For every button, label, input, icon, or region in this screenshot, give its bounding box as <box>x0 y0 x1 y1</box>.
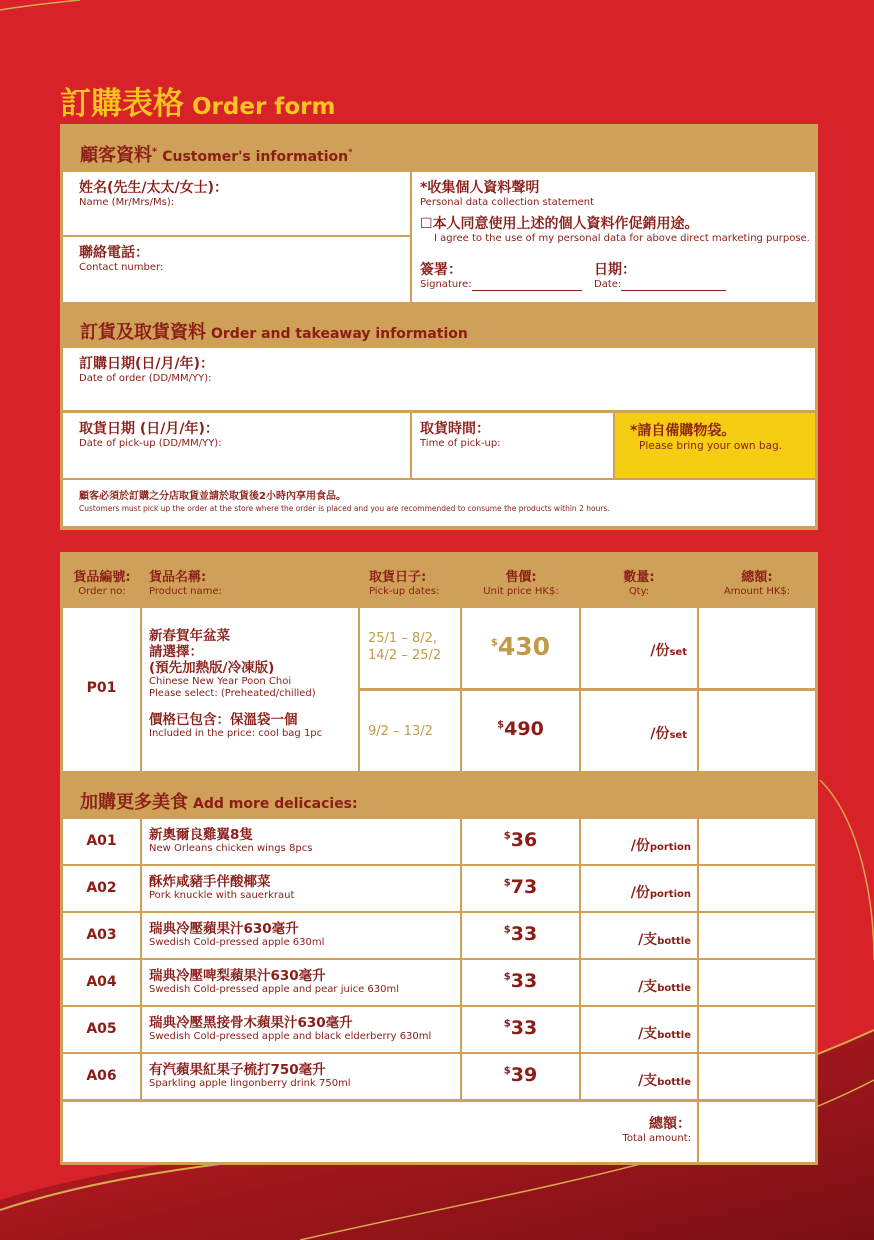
addon-row-amount[interactable] <box>699 1054 815 1099</box>
addon-row-qty[interactable]: /份portion <box>581 866 697 911</box>
p01-option2-dates: 9/2 – 13/2 <box>360 691 460 771</box>
p01-code-cell: P01 <box>63 608 140 771</box>
privacy-cell: *收集個人資料聲明 Personal data collection statement ☐本人同意使用上述的個人資料作促銷用途。 I agree to the use of my personal data for above direct marketing purpose. 簽署： Signature: 日期： Date: <box>412 172 815 302</box>
addon-row-qty[interactable]: /份portion <box>581 819 697 864</box>
phone-field[interactable]: 聯絡電話： Contact number: <box>63 237 410 302</box>
addon-row-code: A02 <box>63 866 140 911</box>
bring-bag-notice: *請自備購物袋。 Please bring your own bag. <box>615 413 815 478</box>
p01-name-cell: 新春賀年盆菜 請選擇： (預先加熱版/冷凍版) Chinese New Year Poon Choi Please select: (Preheated/chilled) 價格已包含：保溫袋一個 Included in the price: cool bag 1pc <box>142 608 358 771</box>
p01-option2-amount[interactable] <box>699 691 815 771</box>
addon-row-name: 酥炸咸豬手伴酸椰菜 Pork knuckle with sauerkraut <box>142 866 460 911</box>
p01-option1-qty[interactable]: /份set <box>581 608 697 688</box>
privacy-title: *收集個人資料聲明 <box>420 180 540 196</box>
products-panel <box>60 552 818 1165</box>
order-info-section-header: 訂貨及取貨資料 Order and takeaway information <box>80 322 468 343</box>
header-amount: 總額: Amount HK$: <box>723 570 791 597</box>
addon-row-name: 瑞典冷壓黑接骨木蘋果汁630毫升 Swedish Cold-pressed apple and black elderberry 630ml <box>142 1007 460 1052</box>
consent-text: 本人同意使用上述的個人資料作促銷用途。 <box>432 216 699 232</box>
addon-row-price: $36 <box>462 819 579 864</box>
addon-row-code: A03 <box>63 913 140 958</box>
pickup-date-field[interactable]: 取貨日期 (日/月/年)： Date of pick-up (DD/MM/YY): <box>63 413 410 478</box>
phone-label: 聯絡電話： <box>79 245 149 261</box>
customer-order-panel <box>60 124 818 530</box>
addon-row-amount[interactable] <box>699 866 815 911</box>
addon-row-code: A01 <box>63 819 140 864</box>
addons-section-header: 加購更多美食 Add more delicacies: <box>80 792 358 813</box>
header-order-no: 貨品編號: Order no: <box>73 570 131 597</box>
customer-section-header: 顧客資料* Customer's information* <box>80 145 353 166</box>
p01-option1-dates: 25/1 – 8/2, 14/2 – 25/2 <box>360 608 460 688</box>
addon-row-amount[interactable] <box>699 913 815 958</box>
p01-option2-price: $490 <box>462 691 579 771</box>
p01-option2-qty[interactable]: /份set <box>581 691 697 771</box>
addon-row-price: $39 <box>462 1054 579 1099</box>
addon-row-qty[interactable]: /支bottle <box>581 1054 697 1099</box>
addon-row-name: 瑞典冷壓蘋果汁630毫升 Swedish Cold-pressed apple 630ml <box>142 913 460 958</box>
addon-row-code: A05 <box>63 1007 140 1052</box>
signature-field[interactable]: 簽署： Signature: <box>420 262 582 291</box>
addon-row-name: 新奧爾良雞翼8隻 New Orleans chicken wings 8pcs <box>142 819 460 864</box>
addon-row-name: 有汽蘋果紅果子梳打750毫升 Sparkling apple lingonberry drink 750ml <box>142 1054 460 1099</box>
header-pickup-dates: 取貨日子: Pick-up dates: <box>369 570 440 597</box>
date-field[interactable]: 日期： Date: <box>594 262 726 291</box>
name-label: 姓名(先生/太太/女士)： <box>79 180 229 196</box>
addon-row-qty[interactable]: /支bottle <box>581 960 697 1005</box>
addon-row-amount[interactable] <box>699 960 815 1005</box>
p01-option1-price: $430 <box>462 608 579 688</box>
addon-row-amount[interactable] <box>699 1007 815 1052</box>
addon-row-price: $33 <box>462 960 579 1005</box>
addon-row-price: $73 <box>462 866 579 911</box>
header-qty: 數量: Qty: <box>623 570 655 597</box>
addon-row-code: A04 <box>63 960 140 1005</box>
addon-row-qty[interactable]: /支bottle <box>581 1007 697 1052</box>
addon-row-name: 瑞典冷壓啤梨蘋果汁630毫升 Swedish Cold-pressed apple and pear juice 630ml <box>142 960 460 1005</box>
header-product-name: 貨品名稱: Product name: <box>149 570 222 597</box>
p01-option1-amount[interactable] <box>699 608 815 688</box>
pickup-note: 顧客必須於訂購之分店取貨並請於取貨後2小時內享用食品。 Customers must pick up the order at the store where the order is placed and you are recommended to consume the products within 2 hours. <box>63 480 815 526</box>
name-field[interactable]: 姓名(先生/太太/女士)： Name (Mr/Mrs/Ms): <box>63 172 410 235</box>
addon-row-amount[interactable] <box>699 819 815 864</box>
total-amount-cell[interactable] <box>699 1102 815 1162</box>
total-label-cell: 總額： Total amount: <box>63 1102 697 1162</box>
pickup-time-field[interactable]: 取貨時間： Time of pick-up: <box>412 413 613 478</box>
addon-row-qty[interactable]: /支bottle <box>581 913 697 958</box>
addon-row-price: $33 <box>462 1007 579 1052</box>
addon-row-code: A06 <box>63 1054 140 1099</box>
header-unit-price: 售價: Unit price HK$: <box>483 570 559 597</box>
addon-row-price: $33 <box>462 913 579 958</box>
consent-checkbox[interactable]: ☐ <box>420 216 433 232</box>
page-title: 訂購表格 Order form <box>60 86 336 122</box>
order-date-field[interactable]: 訂購日期(日/月/年)： Date of order (DD/MM/YY): <box>63 348 815 410</box>
